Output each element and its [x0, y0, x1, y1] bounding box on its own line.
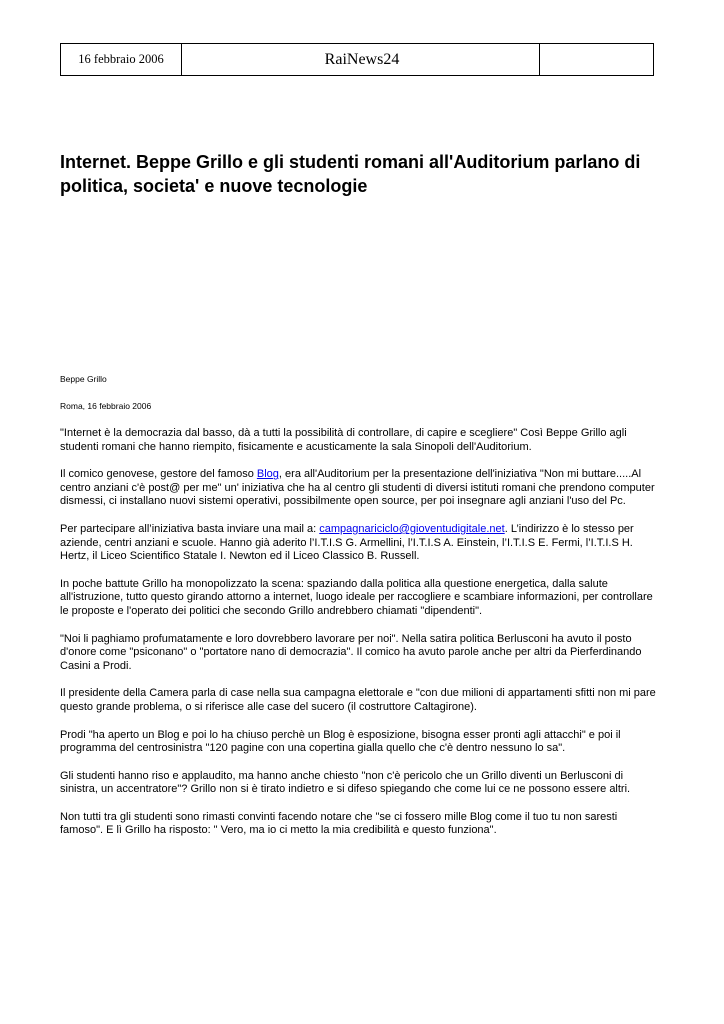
paragraph: Gli studenti hanno riso e applaudito, ma hanno anche chiesto "non c'è pericolo che un Grillo diventi un Berlusconi di sinistra, un accentratore"? Grillo non si è tirato indietro e si difeso spiegando che come lui ce ne possono essere altri. [60, 769, 631, 796]
header-empty-cell [539, 44, 653, 75]
header-date: 16 febbraio 2006 [61, 44, 182, 75]
paragraph-text: . L’indirizzo è lo stesso per aziende, centri anziani e scuole. Hanno già aderito l’I.T.I.S G. Armellini, l’I.T.I.S A. Einstein, l’I.T.I.S E. Fermi, l’I.T.I.S H. Hertz, il Liceo Scientifico Statale I. Newton ed il Liceo Classico B. Russell. [60, 522, 634, 563]
paragraph-text: , era all'Auditorium per la presentazione dell'iniziativa "Non mi buttare.....Al centro anziani c'è post@ per me" un' iniziativa che ha al centro gli studenti di diversi istituti romani che prendono computer dismessi, ci installano nuovi sistemi operativi, possibilmente open source, per poi insegnare agli anziani l'uso del Pc. [60, 468, 655, 508]
article-author: Beppe Grillo [60, 374, 107, 384]
paragraph: Il presidente della Camera parla di case nella sua campagna elettorale e "con due milioni di appartamenti sfitti non mi pare questo grande problema, o si riferisce alle case del sucero (il costruttore Caltagirone). [60, 687, 656, 713]
paragraph: Non tutti tra gli studenti sono rimasti convinti facendo notare che "se ci fossero mille Blog come il tuo tu non saresti famoso". E lì Grillo ha risposto: " Vero, ma io ci metto la mia credibilità e questo funziona". [60, 810, 618, 837]
paragraph: "Noi li paghiamo profumatamente e loro dovrebbero lavorare per noi". Nella satira politica Berlusconi ha avuto il posto d'onore come "psiconano" o "portatore nano di democrazia". Il comico ha avuto parole anche per altri da Pierferdinando Casini a Prodi. [60, 632, 642, 672]
email-link[interactable]: campagnariciclo@gioventudigitale.net [319, 522, 505, 535]
article-body [60, 427, 660, 852]
paragraph-text: Il comico genovese, gestore del famoso [60, 468, 257, 481]
article-title: Internet. Beppe Grillo e gli studenti romani all'Auditorium parlano di politica, societa' e nuove tecnologie [60, 152, 641, 196]
paragraph [60, 468, 660, 509]
document-header [60, 43, 654, 76]
article-dateline: Roma, 16 febbraio 2006 [60, 401, 152, 411]
paragraph-text: Per partecipare all’iniziativa basta inviare una mail a: [60, 522, 320, 535]
blog-link[interactable]: Blog [256, 468, 279, 481]
paragraph: "Internet è la democrazia dal basso, dà a tutti la possibilità di controllare, di capire e scegliere" Così Beppe Grillo agli studenti romani che hanno riempito, fisicamente e acusticamente la sala Sinopoli dell'Auditorium. [60, 427, 627, 453]
paragraph: Prodi "ha aperto un Blog e poi lo ha chiuso perchè un Blog è esposizione, bisogna esser pronti agli attacchi" e poi il programma del centrosinistra "120 pagine con una copertina gialla quello che c'è dentro nessuno lo sa". [60, 728, 621, 755]
header-source: RaiNews24 [324, 51, 400, 68]
paragraph: In poche battute Grillo ha monopolizzato la scena: spaziando dalla politica alla questione energetica, dalla salute all'istruzione, tutto questo girando attorno a internet, luogo ideale per raccogliere e scambiare informazioni, per controllare le proposte e l'operato dei politici che secondo Grillo andrebbero chiamati "dipendenti". [60, 577, 653, 617]
paragraph [60, 523, 660, 564]
